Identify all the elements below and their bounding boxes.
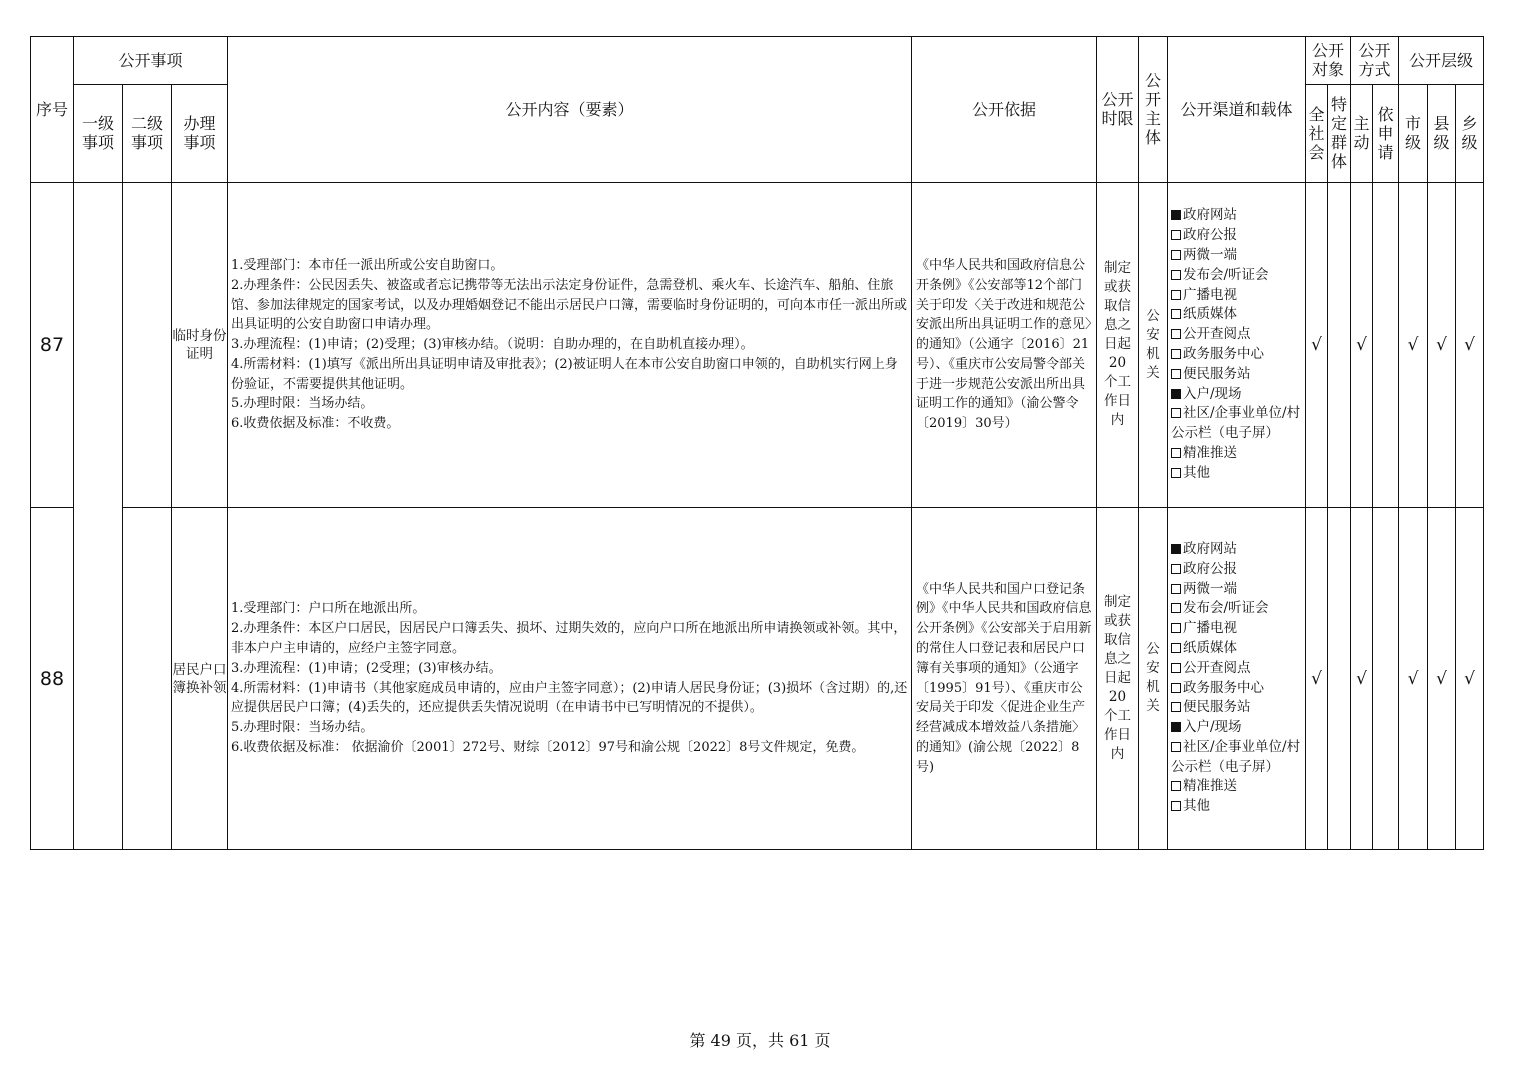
channel-item: 便民服务站 bbox=[1171, 698, 1302, 718]
channel-item: 社区/企事业单位/村公示栏（电子屏） bbox=[1171, 405, 1301, 442]
checkbox-empty-icon bbox=[1171, 663, 1181, 673]
content-line: 6.收费依据及标准： 依据渝价〔2001〕272号、财综〔2012〕97号和渝公规〔2022〕8号文件规定，免费。 bbox=[231, 739, 865, 755]
row-method-active-check: √ bbox=[1351, 508, 1373, 850]
channel-item: 政府公报 bbox=[1171, 560, 1302, 580]
channel-item: 政务服务中心 bbox=[1171, 679, 1302, 699]
row-target-all-check: √ bbox=[1306, 183, 1328, 508]
row-target-specific-check bbox=[1328, 508, 1351, 850]
content-line: 1.受理部门：户口所在地派出所。 bbox=[231, 601, 426, 617]
table-row bbox=[31, 183, 1484, 508]
checkbox-checked-icon bbox=[1171, 544, 1181, 554]
channel-item: 公开查阅点 bbox=[1171, 659, 1302, 679]
channel-item: 其他 bbox=[1171, 797, 1302, 817]
checkbox-empty-icon bbox=[1171, 270, 1181, 280]
header-method-active: 主动 bbox=[1353, 114, 1370, 152]
row-method-active-check: √ bbox=[1351, 183, 1373, 508]
row-target-all-check: √ bbox=[1306, 508, 1328, 850]
content-line: 1.受理部门：本市任一派出所或公安自助窗口。 bbox=[231, 257, 504, 273]
checkbox-empty-icon bbox=[1171, 230, 1181, 240]
header-method-request: 依申请 bbox=[1377, 104, 1394, 162]
content-line: 2.办理条件：本区户口居民，因居民户口簿丢失、损坏、过期失效的，应向户口所在地派出所申请换领或补领。其中，非本户户主申请的，应经户主签字同意。 bbox=[231, 621, 907, 656]
row-level2 bbox=[123, 183, 172, 508]
checkbox-empty-icon bbox=[1171, 309, 1181, 319]
checkbox-empty-icon bbox=[1171, 349, 1181, 359]
row-basis: 《中华人民共和国政府信息公开条例》《公安部等12个部门关于印发〈关于改进和规范公安派出所出具证明工作的意见〉的通知》（公通字〔2016〕21号）、《重庆市公安局警令部关于进一步规范公安派出所出具证明工作的通知》（渝公警令〔2019〕30号） bbox=[912, 183, 1097, 508]
channel-item: 入户/现场 bbox=[1171, 718, 1302, 738]
row-time-limit: 制定或获取信息之日起20个工作日内 bbox=[1104, 593, 1131, 762]
channel-item: 精准推送 bbox=[1171, 777, 1302, 797]
row-level-town-check: √ bbox=[1456, 508, 1484, 850]
row-channels bbox=[1168, 508, 1306, 850]
header-method-group: 公开方式 bbox=[1358, 41, 1391, 79]
checkbox-empty-icon bbox=[1171, 290, 1181, 300]
header-target-all: 全社会 bbox=[1308, 104, 1325, 162]
content-line: 4.所需材料：(1)填写《派出所出具证明申请及审批表》；(2)被证明人在本市公安自助窗口申领的，自助机实行网上身份验证，不需要提供其他证明。 bbox=[231, 356, 898, 392]
channel-item: 政府公报 bbox=[1171, 226, 1302, 246]
row-basis: 《中华人民共和国户口登记条例》《中华人民共和国政府信息公开条例》《公安部关于启用新的常住人口登记表和居民户口簿有关事项的通知》（公通字〔1995〕91号）、《重庆市公安局关于印发〈促进企业生产经营减成本增效益八条措施〉的通知》(渝公规〔2022〕8号) bbox=[912, 508, 1097, 850]
channel-item: 便民服务站 bbox=[1171, 365, 1302, 385]
row-level-city-check: √ bbox=[1399, 508, 1428, 850]
channel-item: 政府网站 bbox=[1171, 206, 1302, 226]
channel-item: 广播电视 bbox=[1171, 619, 1302, 639]
row-subject: 公安机关 bbox=[1146, 641, 1160, 715]
checkbox-empty-icon bbox=[1171, 702, 1181, 712]
header-subject: 公开主体 bbox=[1145, 71, 1162, 147]
checkbox-empty-icon bbox=[1171, 564, 1181, 574]
row-level1 bbox=[74, 183, 123, 850]
checkbox-empty-icon bbox=[1171, 643, 1181, 653]
channel-item: 纸质媒体 bbox=[1171, 305, 1302, 325]
content-line: 3.办理流程：(1)申请；(2)受理；(3)审核办结。（说明：自助办理的，在自助机直接办理）。 bbox=[231, 337, 754, 353]
channel-item: 广播电视 bbox=[1171, 286, 1302, 306]
header-time-limit: 公开时限 bbox=[1101, 90, 1134, 128]
header-basis: 公开依据 bbox=[912, 37, 1097, 183]
channel-item: 两微一端 bbox=[1171, 246, 1302, 266]
header-level-county: 县级 bbox=[1433, 114, 1450, 152]
checkbox-empty-icon bbox=[1171, 369, 1181, 379]
channel-item: 其他 bbox=[1171, 464, 1302, 484]
header-target-group: 公开对象 bbox=[1312, 41, 1345, 79]
channel-item: 社区/企事业单位/村公示栏（电子屏） bbox=[1171, 738, 1301, 775]
header-level-city: 市级 bbox=[1405, 114, 1422, 152]
row-level-town-check: √ bbox=[1456, 183, 1484, 508]
checkbox-empty-icon bbox=[1171, 468, 1181, 478]
header-row-1 bbox=[31, 37, 1484, 85]
checkbox-empty-icon bbox=[1171, 683, 1181, 693]
checkbox-empty-icon bbox=[1171, 742, 1181, 752]
content-line: 2.办理条件：公民因丢失、被盗或者忘记携带等无法出示法定身份证件，急需登机、乘火车、长途汽车、船舶、住旅馆、参加法律规定的国家考试，以及办理婚姻登记不能出示居民户口簿，需要临时身份证明的，可向本市任一派出所或出具证明的公安自助窗口申请办理。 bbox=[231, 277, 908, 333]
row-content bbox=[228, 508, 912, 850]
checkbox-empty-icon bbox=[1171, 781, 1181, 791]
channel-item: 精准推送 bbox=[1171, 444, 1302, 464]
header-seq: 序号 bbox=[31, 37, 74, 183]
row-content bbox=[228, 183, 912, 508]
channel-item: 公开查阅点 bbox=[1171, 325, 1302, 345]
row-method-request-check bbox=[1373, 508, 1399, 850]
checkbox-empty-icon bbox=[1171, 329, 1181, 339]
checkbox-checked-icon bbox=[1171, 210, 1181, 220]
header-target-specific: 特定群体 bbox=[1331, 95, 1348, 171]
content-line: 5.办理时限：当场办结。 bbox=[231, 396, 374, 412]
channel-item: 政务服务中心 bbox=[1171, 345, 1302, 365]
header-level2: 二级事项 bbox=[131, 114, 164, 152]
row-seq: 87 bbox=[31, 183, 74, 508]
checkbox-empty-icon bbox=[1171, 584, 1181, 594]
row-channels bbox=[1168, 183, 1306, 508]
channel-item: 两微一端 bbox=[1171, 580, 1302, 600]
channel-item: 发布会/听证会 bbox=[1171, 266, 1302, 286]
row-handling: 临时身份证明 bbox=[172, 183, 228, 508]
checkbox-empty-icon bbox=[1171, 603, 1181, 613]
row-level2 bbox=[123, 508, 172, 850]
row-handling: 居民户口簿换补领 bbox=[172, 508, 228, 850]
row-method-request-check bbox=[1373, 183, 1399, 508]
row-level-county-check: √ bbox=[1428, 508, 1456, 850]
checkbox-empty-icon bbox=[1171, 408, 1181, 418]
table-row bbox=[31, 508, 1484, 850]
row-subject: 公安机关 bbox=[1146, 307, 1160, 381]
header-level-town: 乡级 bbox=[1461, 114, 1478, 152]
checkbox-empty-icon bbox=[1171, 801, 1181, 811]
checkbox-empty-icon bbox=[1171, 623, 1181, 633]
header-channels: 公开渠道和载体 bbox=[1168, 37, 1306, 183]
channel-item: 发布会/听证会 bbox=[1171, 599, 1302, 619]
disclosure-table bbox=[30, 36, 1484, 850]
channel-item: 入户/现场 bbox=[1171, 385, 1302, 405]
row-level-city-check: √ bbox=[1399, 183, 1428, 508]
content-line: 4.所需材料：(1)申请书（其他家庭成员申请的，应由户主签字同意）；(2)申请人居民身份证；(3)损坏（含过期）的,还应提供居民户口簿；(4)丢失的，还应提供丢失情况说明（在申请书中已写明情况的不提供）。 bbox=[231, 680, 908, 716]
row-level-county-check: √ bbox=[1428, 183, 1456, 508]
content-line: 6.收费依据及标准：不收费。 bbox=[231, 416, 400, 432]
checkbox-empty-icon bbox=[1171, 448, 1181, 458]
row-target-specific-check bbox=[1328, 183, 1351, 508]
channel-item: 政府网站 bbox=[1171, 540, 1302, 560]
content-line: 5.办理时限：当场办结。 bbox=[231, 720, 374, 736]
channel-item: 纸质媒体 bbox=[1171, 639, 1302, 659]
content-line: 3.办理流程：(1)申请；(2受理；(3)审核办结。 bbox=[231, 660, 502, 676]
header-level-group: 公开层级 bbox=[1399, 37, 1484, 85]
page-number: 第 49 页，共 61 页 bbox=[689, 1031, 831, 1050]
header-content: 公开内容（要素） bbox=[228, 37, 912, 183]
checkbox-checked-icon bbox=[1171, 722, 1181, 732]
header-handling: 办理事项 bbox=[183, 114, 216, 152]
header-level1: 一级事项 bbox=[82, 114, 115, 152]
row-time-limit: 制定或获取信息之日起20个工作日内 bbox=[1104, 260, 1131, 429]
row-seq: 88 bbox=[31, 508, 74, 850]
checkbox-empty-icon bbox=[1171, 250, 1181, 260]
checkbox-checked-icon bbox=[1171, 389, 1181, 399]
header-matters-group: 公开事项 bbox=[74, 37, 228, 85]
